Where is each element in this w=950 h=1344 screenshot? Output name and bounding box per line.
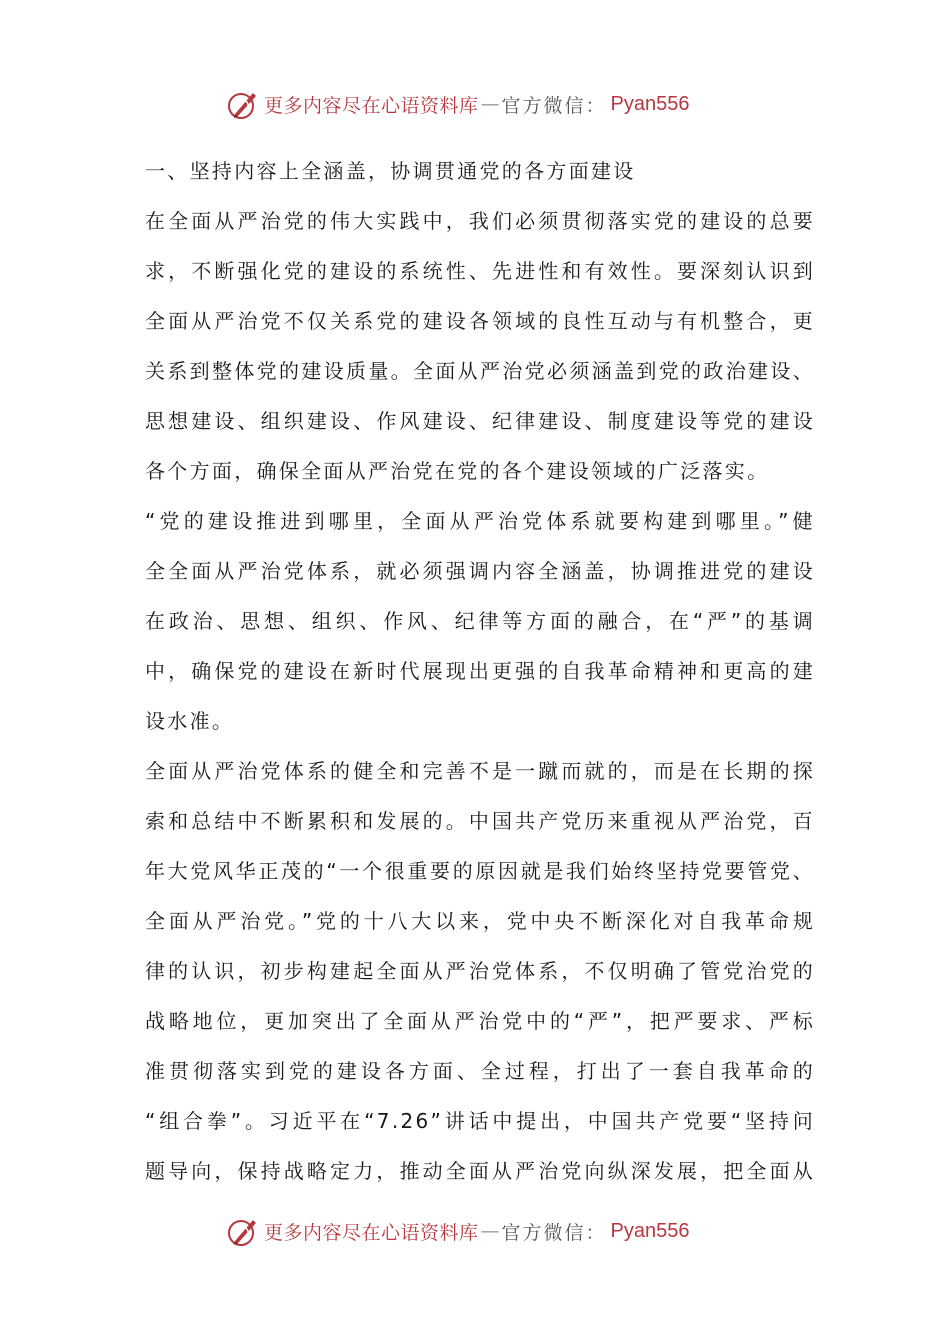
- text-line: 索和总结中不断累积和发展的。中国共产党历来重视从严治党，百: [145, 809, 815, 833]
- text-line: 中，确保党的建设在新时代展现出更强的自我革命精神和更高的建: [145, 659, 815, 683]
- text-line: 在全面从严治党的伟大实践中，我们必须贯彻落实党的建设的总要: [145, 209, 815, 233]
- text-line: 思想建设、组织建设、作风建设、纪律建设、制度建设等党的建设: [145, 409, 815, 433]
- text-line: 准贯彻落实到党的建设各方面、全过程，打出了一套自我革命的: [145, 1059, 815, 1083]
- document-body: [145, 146, 815, 1196]
- text-line: 全面从严治党。”党的十八大以来，党中央不断深化对自我革命规: [145, 909, 815, 933]
- promo-text: 更多内容尽在心语资料库: [264, 94, 479, 117]
- text-line: 在政治、思想、组织、作风、纪律等方面的融合，在“严”的基调: [145, 609, 815, 633]
- text-line: 年大党风华正茂的“一个很重要的原因就是我们始终坚持党要管党、: [145, 859, 815, 883]
- header-banner: [226, 84, 690, 124]
- text-line: 战略地位，更加突出了全面从严治党中的“严”，把严要求、严标: [145, 1009, 815, 1033]
- wechat-id: Pyan556: [610, 1219, 690, 1242]
- text-line: 全面从严治党体系的健全和完善不是一蹴而就的，而是在长期的探: [145, 759, 815, 783]
- text-line: 全全面从严治党体系，就必须强调内容全涵盖，协调推进党的建设: [145, 559, 815, 583]
- text-line: 关系到整体党的建设质量。全面从严治党必须涵盖到党的政治建设、: [145, 359, 815, 383]
- text-line: 设水准。: [145, 709, 235, 733]
- footer-banner: [226, 1211, 690, 1251]
- text-line: “党的建设推进到哪里，全面从严治党体系就要构建到哪里。”健: [145, 509, 815, 533]
- text-line: 各个方面，确保全面从严治党在党的各个建设领域的广泛落实。: [145, 459, 770, 483]
- official-wechat-label: 官方微信：: [501, 1221, 607, 1244]
- pen-logo-icon: [226, 87, 260, 121]
- text-line: 求，不断强化党的建设的系统性、先进性和有效性。要深刻认识到: [145, 259, 815, 283]
- banner-dash: —: [480, 1220, 500, 1242]
- text-line: “组合拳”。习近平在“7.26”讲话中提出，中国共产党要“坚持问: [145, 1109, 815, 1133]
- text-line: 律的认识，初步构建起全面从严治党体系，不仅明确了管党治党的: [145, 959, 815, 983]
- text-line: 全面从严治党不仅关系党的建设各领域的良性互动与有机整合，更: [145, 309, 815, 333]
- wechat-id: Pyan556: [610, 92, 690, 115]
- section-heading: 一、坚持内容上全涵盖，协调贯通党的各方面建设: [145, 159, 636, 183]
- official-wechat-label: 官方微信：: [501, 94, 607, 117]
- promo-text: 更多内容尽在心语资料库: [264, 1221, 479, 1244]
- text-line: 题导向，保持战略定力，推动全面从严治党向纵深发展，把全面从: [145, 1159, 815, 1183]
- pen-logo-icon: [226, 1214, 260, 1248]
- banner-dash: —: [480, 93, 500, 115]
